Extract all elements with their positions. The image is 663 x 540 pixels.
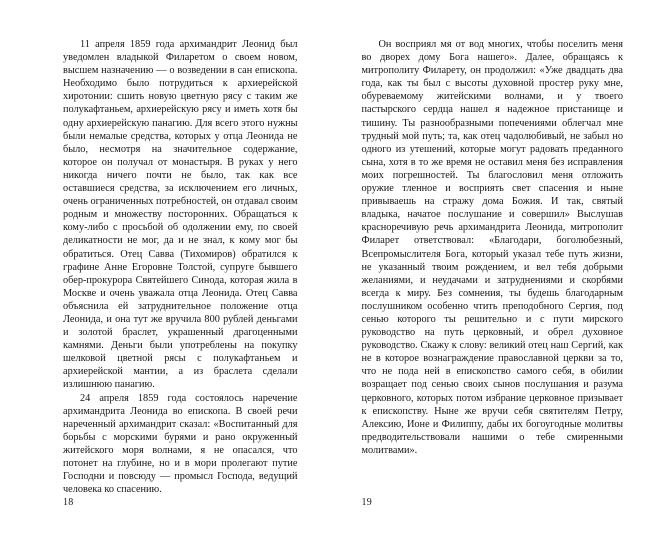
paragraph: 11 апреля 1859 года архимандрит Леонид был уведомлен владыкой Филаретом о своем новом, высшем назначению — о возведении в сан епископа. Необходимо было потрудиться к архиерейской хиротонии: сшить новую цветную рясу с таким же полукафтаньем, архиерейскую рясу и иметь хотя бы одну архиерейскую панагию. Для всего этого нужны были немалые средства, которых у отца Леонида не было, несмотря на значительное содержание, которое он получал от монастыря. В руках у него никогда ничего почти не было, так как все оставшиеся средства, за исключением его личных, очень ограниченных потребностей, он отдавал своим родным и множеству посторонних. Обращаться к кому-либо с просьбой об одолжении ему, по своей деликатности не мог, да и не знал, к кому мог бы обратиться. Отец Савва (Тихомиров) обратился к графине Анне Егоровне Толстой, супруге бывшего обер-прокурора Святейшего Синода, которая жила в Москве и очень уважала отца Леонида. Отец Савва объяснила ей затруднительное положение отца Леонида, и она тут же вручила 800 рублей деньгами и золотой браслет, украшенный драгоценными камнями. Деньги были употреблены на покупку шелковой цветной рясы с полукафтаньем и архиерейской мантии, а из браслета сделали излишнюю панагию. <box>63 39 298 391</box>
page-number-left: 18 <box>63 497 74 508</box>
page-right <box>332 0 663 540</box>
left-page-text <box>63 38 298 496</box>
right-page-text <box>362 38 624 457</box>
page-number-right: 19 <box>361 497 373 508</box>
paragraph: 24 апреля 1859 года состоялось наречение архимандрита Леонида во епископа. В своей речи нареченный архимандрит сказал: «Воспитанный для борьбы с морскими бурями и рано окруженный житейского моря волнами, я не опасался, что потонет на глубине, но и в мори пролегают путие Господни и повсюду — промысл Господа, ведущий человека ко спасению. <box>63 392 298 496</box>
paragraph: Он восприял мя от вод многих, чтобы поселить меня во дворех дому Бога нашего». Далее, обращаясь к митрополиту Филарету, он продолжил: «Уже двадцать два года, как ты был с высоты духовной простер руку мне, обуреваемому житейскими волнами, и у твоего пастырского сердца нашел я надежное пристанище и тишину. Ты разнообразными попечениями облегчал мне трудный мой путь; та, как отец чадолюбивый, не забыл но одного из утешений, которые могут радовать преданного сына, хотя в то же время не оставил меня без исправления моих погрешностей. Ты благословил меня отложить оружие тленное и восприять свет спасения и ныне привываешь на стражу дома Божия. И так, святый владыка, начатое послушание и совершил» Выслушав красноречивую речь архимандрита Леонида, митрополит Филарет ответствовал: «Благодари, боголюбезный, Всепромыслителя Бога, который указал тебе путь жизни, не указанный твоим рождением, и вел тебя добрыми желаниями, и неудачами и затруднениями и скорбями всегда к миру. Без сомнения, ты будешь благодарным послушником особенно чтить преподобного Сергия, под сенью которого ты решительно и с пути мирского руководство на путь церковный, и обрел духовное руководство. Скажу к слову: великий отец наш Сергий, как не в которое вознаграждение православной церкви за то, что не пода ней в епископство самого себя, в обилии возращает под сенью своих сынов послушания и разума церковного, которых потом избрание церковное призывает к епископству. Ныне же вручи себя святителям Петру, Алексию, Ионе и Филиппу, дабы их богоугодные молитвы предводительствовали нашими о тебе смиренными молитвами». <box>361 39 623 456</box>
